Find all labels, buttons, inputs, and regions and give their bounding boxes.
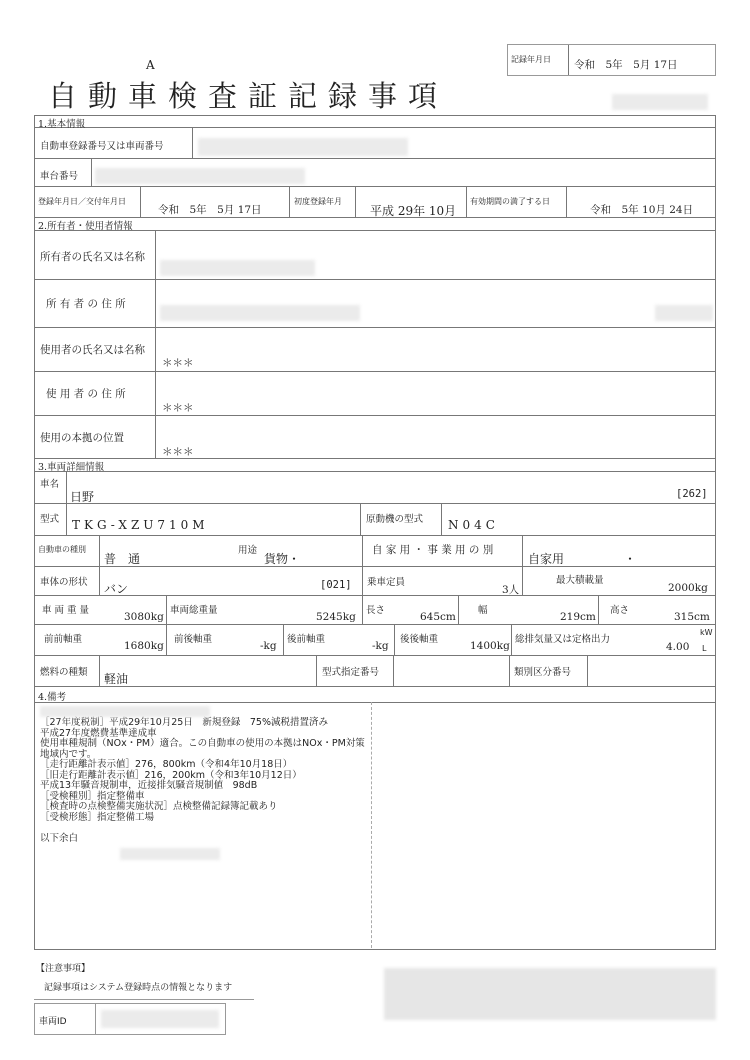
first-reg-label: 初度登録年月 [294, 197, 342, 206]
use-label: 用途 [238, 545, 258, 556]
make-value: 日野 [70, 490, 95, 504]
capacity-value: 3人 [502, 584, 520, 596]
capacity-label: 乗車定員 [367, 577, 406, 588]
fuel-value: 軽油 [104, 672, 129, 686]
vehicle-id-box [34, 1003, 226, 1035]
base-location-label: 使用の本拠の位置 [40, 432, 124, 444]
reg-number-label: 自動車登録番号又は車両番号 [40, 141, 164, 152]
rear-rear-axle-label: 後後軸重 [400, 634, 439, 645]
redacted-reg-number [198, 138, 408, 156]
redacted-chassis [95, 168, 305, 184]
document-marker: A [146, 58, 155, 72]
width-label: 幅 [478, 605, 488, 616]
length-label: 長さ [366, 605, 386, 616]
front-rear-axle-label: 前後軸重 [174, 634, 213, 645]
displacement-unit: L [702, 644, 707, 653]
record-date-label: 記録年月日 [511, 55, 551, 64]
make-label: 車名 [40, 479, 60, 490]
gross-label: 車両総重量 [170, 605, 218, 616]
section-owner-header: 2.所有者・使用者情報 [38, 221, 133, 232]
height-value: 315cm [674, 611, 710, 623]
private-value: 自家用 ・ [528, 552, 637, 566]
section-basic-header: 1.基本情報 [38, 119, 86, 130]
redacted-vehicle-id [101, 1010, 219, 1028]
weight-label: 車 両 重 量 [42, 605, 90, 616]
notes-label: 【注意事項】 [36, 964, 91, 974]
model-label: 型式 [40, 514, 60, 525]
rear-rear-axle-value: 1400kg [470, 640, 510, 652]
max-load-value: 2000kg [668, 582, 708, 594]
engine-value: N04C [448, 518, 499, 532]
weight-value: 3080kg [124, 611, 164, 623]
redacted-remarks-top [40, 706, 210, 717]
issue-date-value: 令和 5年 5月 17日 [158, 204, 262, 216]
first-reg-value: 平成 29年 10月 [370, 204, 457, 218]
height-label: 高さ [610, 605, 630, 616]
displacement-label: 総排気量又は定格出力 [515, 634, 611, 645]
record-date-box [507, 44, 716, 76]
front-front-axle-label: 前前軸重 [44, 634, 83, 645]
section-vehicle-header: 3.車両詳細情報 [38, 462, 105, 473]
section-remarks-header: 4.備考 [38, 692, 67, 703]
private-label: 自 家 用 ・ 事 業 用 の 別 [372, 544, 494, 556]
model-value: TKG-XZU710M [72, 518, 209, 532]
base-location-value: ＊＊＊ [162, 446, 194, 458]
remarks-text: ［27年度税制］平成29年10月25日 新規登録 75%減税措置済み 平成27年度燃費基準達成車 使用車種規制（NOx・PM）適合。この自動車の使用の本拠はNOx・PM対策地域内です。 ［走行距離計表示値］276，800km（令和4年10月18日） ［旧走行距離計表示値］216，200km（令和3年10月12日） 平成13年騒音規制車，近接排気騒音規制値 98dB ［受検種別］指定整備車 ［検査時の点検整備実施状況］点検整備記録簿記載あり ［受検形態］指定整備工場 以下余白 [40, 717, 365, 844]
redacted-remarks-tail [120, 848, 220, 860]
expiry-label: 有効期間の満了する日 [470, 197, 550, 206]
gross-value: 5245kg [316, 611, 356, 623]
width-value: 219cm [560, 611, 596, 623]
length-value: 645cm [420, 611, 456, 623]
kind-label: 自動車の種別 [38, 545, 86, 554]
user-address-value: ＊＊＊ [162, 402, 194, 414]
max-load-label: 最大積載量 [556, 575, 604, 586]
rear-front-axle-label: 後前軸重 [287, 634, 326, 645]
remarks-divider [371, 702, 372, 948]
displacement-unit-top: kW [700, 628, 713, 637]
fuel-label: 燃料の種類 [40, 667, 88, 678]
shape-value: バン [104, 582, 129, 596]
expiry-value: 令和 5年 10月 24日 [590, 204, 694, 216]
front-front-axle-value: 1680kg [124, 640, 164, 652]
displacement-value: 4.00 [666, 641, 690, 653]
record-date-value: 令和 5年 5月 17日 [574, 59, 678, 71]
rear-front-axle-value: -kg [372, 640, 389, 652]
page-title: 自動車検査証記録事項 [48, 79, 449, 113]
user-address-label: 使 用 者 の 住 所 [46, 388, 126, 400]
user-name-label: 使用者の氏名又は名称 [40, 344, 145, 356]
issue-date-label: 登録年月日／交付年月日 [38, 197, 126, 206]
redacted-footer-block [384, 968, 716, 1020]
user-name-value: ＊＊＊ [162, 357, 194, 369]
class-number-label: 類別区分番号 [514, 667, 572, 678]
redacted-block [612, 94, 708, 110]
use-value: 貨物・ [264, 552, 301, 566]
vehicle-id-label: 車両ID [39, 1017, 67, 1027]
notes-text: 記録事項はシステム登録時点の情報となります [44, 983, 233, 993]
owner-name-label: 所有者の氏名又は名称 [40, 251, 145, 263]
redacted-owner-name [160, 260, 315, 276]
redacted-owner-address [160, 305, 360, 321]
redacted-owner-address-tail [655, 305, 713, 321]
make-code: [262] [676, 488, 708, 500]
front-rear-axle-value: -kg [260, 640, 277, 652]
shape-label: 車体の形状 [40, 577, 88, 588]
chassis-label: 車台番号 [40, 171, 79, 182]
shape-code: [021] [320, 579, 352, 591]
engine-label: 原動機の型式 [366, 514, 424, 525]
owner-address-label: 所 有 者 の 住 所 [46, 298, 126, 310]
type-number-label: 型式指定番号 [322, 667, 380, 678]
kind-value: 普 通 [104, 552, 141, 566]
